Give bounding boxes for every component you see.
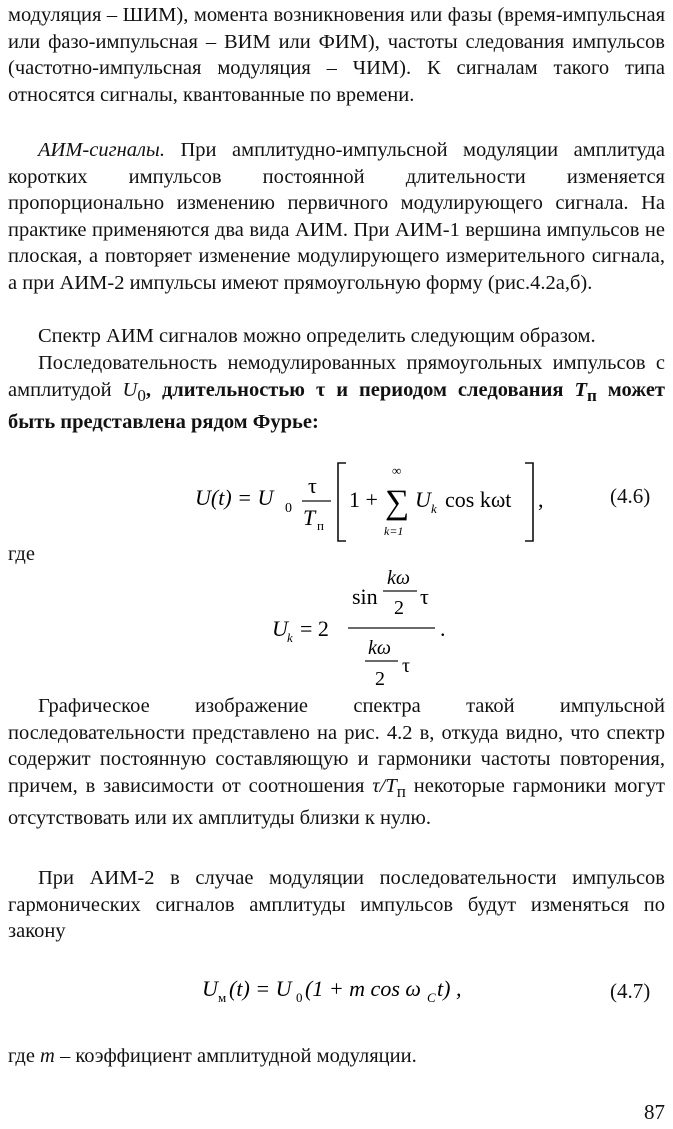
eq46-comma: , — [538, 487, 544, 512]
mod-coef-text-a: где — [8, 1045, 41, 1067]
eq46-sum-top: ∞ — [392, 463, 402, 478]
uk-den-frac-bottom: 2 — [375, 668, 385, 690]
eq46-lhs-sub: 0 — [285, 501, 292, 516]
eq47-rhs-end: t) , — [437, 976, 462, 1001]
uk-lhs: U — [272, 616, 288, 641]
equation-4-7 — [200, 968, 500, 1012]
symbol-tau-over-tp-sub: п — [396, 781, 406, 801]
symbol-m: m — [40, 1045, 55, 1067]
spectrum-graph-text-b: некоторые гармоники могут отсутствовать или их амплитуды близки к нулю. — [8, 774, 665, 830]
symbol-tp-sub: п — [587, 385, 597, 405]
eq46-term-sub: k — [431, 501, 437, 516]
eq46-left-bracket — [338, 463, 346, 541]
eq47-lhs: U — [202, 976, 218, 1001]
uk-num-frac-bottom: 2 — [394, 597, 404, 619]
uk-dot: . — [440, 616, 446, 641]
equation-uk — [270, 560, 470, 695]
equation-number-4-7: (4.7) — [610, 979, 651, 1003]
eq46-frac-num: τ — [308, 473, 317, 498]
equation-number-4-6: (4.6) — [610, 484, 651, 508]
page-number: 87 — [644, 1100, 665, 1124]
eq46-term: U — [415, 487, 431, 512]
uk-den-frac-top: kω — [368, 637, 391, 659]
eq47-rhs-sub2: C — [427, 990, 436, 1005]
aim-signals-text: При амплитудно-импульсной модуляции амплитуда коротких импульсов постоянной длительности изменяется пропорционально изменению первичного модулирующего сигнала. На практике применяются два вида АИМ. При АИМ-1 вершина импульсов не плоская, а повторяет изменение модулирующего измерительного сигнала, а при АИМ-2 импульсы имеют прямоугольную форму (рис.4.2а,б). — [8, 139, 665, 294]
aim-signals-heading: АИМ-сигналы. — [38, 139, 165, 161]
uk-num-sin: sin — [352, 584, 378, 609]
uk-lhs-sub: k — [287, 630, 293, 645]
uk-num-tau: τ — [420, 584, 429, 609]
fourier-intro-text-c: может быть представлена рядом Фурье: — [8, 378, 665, 434]
paragraph-aim-signals — [8, 137, 665, 296]
eq46-one-plus: 1 + — [349, 487, 378, 512]
eq46-sum-bottom: k=1 — [384, 524, 404, 538]
spectrum-graph-text-a: Графическое изображение спектра такой импульсной последовательности представлено на рис. 4.2 в, откуда видно, что спектр содержит постоянную составляющую и гармоники частоты повторения, причем, в зависимости от соотношения — [8, 695, 665, 797]
eq46-lhs: U(t) = U — [195, 485, 274, 510]
symbol-u0: U — [122, 378, 138, 401]
paragraph-fourier-intro — [8, 350, 665, 436]
uk-eq: = 2 — [300, 616, 329, 641]
eq46-frac-den: T — [303, 505, 316, 530]
paragraph-modulation-types: модуляция – ШИМ), момента возникновения или фазы (время-импульсная или фазо-импульсная – ВИМ или ФИМ), частоты следования импульсов (частотно-импульсная модуляция – ЧИМ). К сигналам такого типа относятся сигналы, квантованные по времени. — [8, 4, 665, 106]
eq46-sum-sign: ∑ — [385, 484, 410, 521]
paragraph-modulation-coefficient — [8, 1043, 665, 1070]
fourier-intro-text-b: , длительностью τ и периодом следования — [145, 378, 575, 401]
fourier-intro-text-a: Последовательность немодулированных прямоугольных импульсов с амплитудой — [8, 352, 665, 401]
eq47-rhs: (t) = U — [229, 976, 292, 1001]
paragraph-spectrum-graph — [8, 693, 665, 832]
mod-coef-text-b: – коэффициент амплитудной модуляции. — [54, 1045, 417, 1067]
eq46-frac-den-sub: п — [317, 518, 324, 533]
eq47-rhs-sub: 0 — [296, 990, 303, 1005]
where-label-1: где — [8, 543, 35, 565]
paragraph-aim2-modulation: При АИМ-2 в случае модуляции последовательности импульсов гармонических сигналов амплитуды импульсов будут изменяться по закону — [8, 867, 665, 942]
uk-num-frac-top: kω — [387, 567, 410, 589]
uk-den-tau: τ — [402, 655, 411, 677]
paragraph-spectrum-intro: Спектр АИМ сигналов можно определить следующим образом. — [38, 325, 596, 347]
equation-4-6 — [195, 455, 595, 547]
eq47-rhs-rest: (1 + m cos ω — [305, 976, 421, 1001]
eq47-lhs-sub: м — [218, 990, 227, 1005]
eq46-term-rest: cos kωt — [445, 487, 512, 512]
symbol-tp: T — [574, 378, 587, 401]
symbol-u0-sub: 0 — [137, 385, 146, 405]
eq46-right-bracket — [525, 463, 533, 541]
symbol-tau-over-tp: τ/T — [372, 774, 397, 797]
